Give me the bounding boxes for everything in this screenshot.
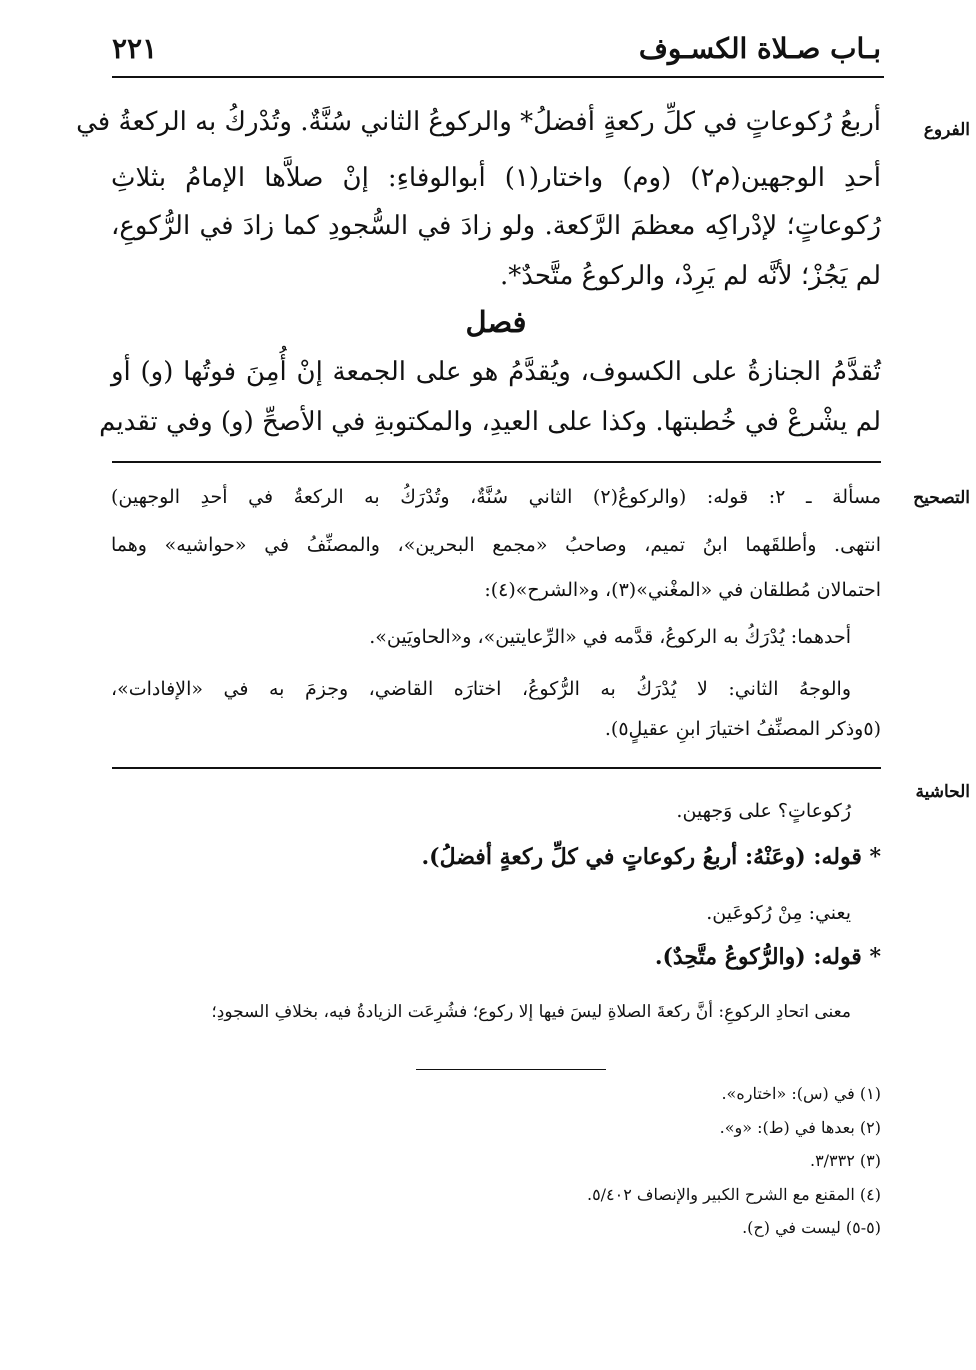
page-header-title: بـاب صـلاة الكسـوف xyxy=(638,32,881,65)
page-number: ٢٢١ xyxy=(112,32,158,65)
footnote: (١) في (س): «اختاره». xyxy=(721,1084,881,1103)
hashia-line: معنى اتحادِ الركوعِ: أنَّ ركعةَ الصلاةِ ليسَ فيها إلا ركوع؛ فشُرِعَت الزيادةُ فيه، بخلافِ السجودِ؛ xyxy=(211,1002,851,1022)
footnote: (٢) بعدها في (ط): «و». xyxy=(719,1118,881,1137)
main-text-line: رُكوعاتٍ؛ لإدْراكِه معظمَ الرَّكعة. ولو زادَ في السُّجودِ كما زادَ في الرُّكوعِ، xyxy=(111,211,881,241)
tashih-hashia-divider xyxy=(112,767,881,769)
section-text-line: لم يشْرعْ في خُطبتها. وكذا على العيدِ، والمكتوبةِ في الأصحِّ (و) وفي تقديم xyxy=(99,407,881,437)
hashia-line: رُكوعاتٍ؟ على وَجهين. xyxy=(676,800,851,822)
footnote: (٤) المقنع مع الشرح الكبير والإنصاف ٥/٤٠٢. xyxy=(586,1185,881,1204)
tashih-label: التصحيح xyxy=(913,488,970,508)
footnote: (٣) ٣/٣٣٢. xyxy=(809,1151,881,1170)
section-text-line: تُقدَّمُ الجنازةُ على الكسوف، ويُقدَّمُ هو على الجمعة إنْ أُمِنَ فوتُها (و) أو xyxy=(111,357,881,387)
footnote-divider xyxy=(416,1069,606,1070)
hashia-quote: * قوله: (والرُّكوعُ متَّحِدٌ). xyxy=(654,944,881,970)
tashih-line: (٥وذكر المصنِّفُ اختيارَ ابنِ عقيلٍ٥). xyxy=(604,718,881,740)
hashia-quote: * قوله: (وعَنْهُ: أربعُ ركوعاتٍ في كلِّ ركعةٍ أفضلُ). xyxy=(421,844,881,870)
tashih-line: أحدهما: يُدْرَكُ به الركوعُ، قدَّمه في «الرِّعايتين»، و«الحاويَين». xyxy=(369,626,851,648)
main-tashih-divider xyxy=(112,461,881,463)
footnote: (٥-٥) ليست في (ح). xyxy=(742,1218,881,1237)
section-heading: فصل xyxy=(465,305,527,339)
tashih-line: مسألة ـ ٢: قوله: (والركوعُ(٢) الثاني سُنَّةٌ، وتُدْرَكُ به الركعةُ في أحدِ الوجهين) xyxy=(111,486,881,508)
tashih-line: والوجهُ الثاني: لا يُدْرَكُ به الرُّكوعُ، اختارَه القاضي، وجزمَ به في «الإفادات»، xyxy=(111,678,851,700)
main-text-line: أحدِ الوجهين(م٢) (وم) واختار(١) أبوالوفاءِ: إنْ صلاَّها الإمامُ بثلاثِ xyxy=(111,163,881,193)
hashia-label: الحاشية xyxy=(915,782,970,802)
header-divider xyxy=(112,76,884,78)
hashia-line: يعني: مِنْ رُكوعَين. xyxy=(706,902,851,924)
main-text-line: لم يَجُزْ؛ لأنَّه لم يَرِدْ، والركوعُ متَّحدٌ*. xyxy=(499,261,881,291)
furu-label: الفروع xyxy=(923,120,970,140)
tashih-line: انتهى. وأطلقَهما ابنُ تميم، وصاحبُ «مجمع البحرين»، والمصنِّفُ في «حواشيه» وهما xyxy=(111,534,881,556)
main-text-line: أربعُ رُكوعاتٍ في كلِّ ركعةٍ أفضلُ* والركوعُ الثاني سُنَّةٌ. وتُدْركُ به الركعةُ في xyxy=(76,107,881,137)
tashih-line: احتمالان مُطلقان في «المغْني»(٣)، و«الشرح»(٤): xyxy=(484,579,881,601)
